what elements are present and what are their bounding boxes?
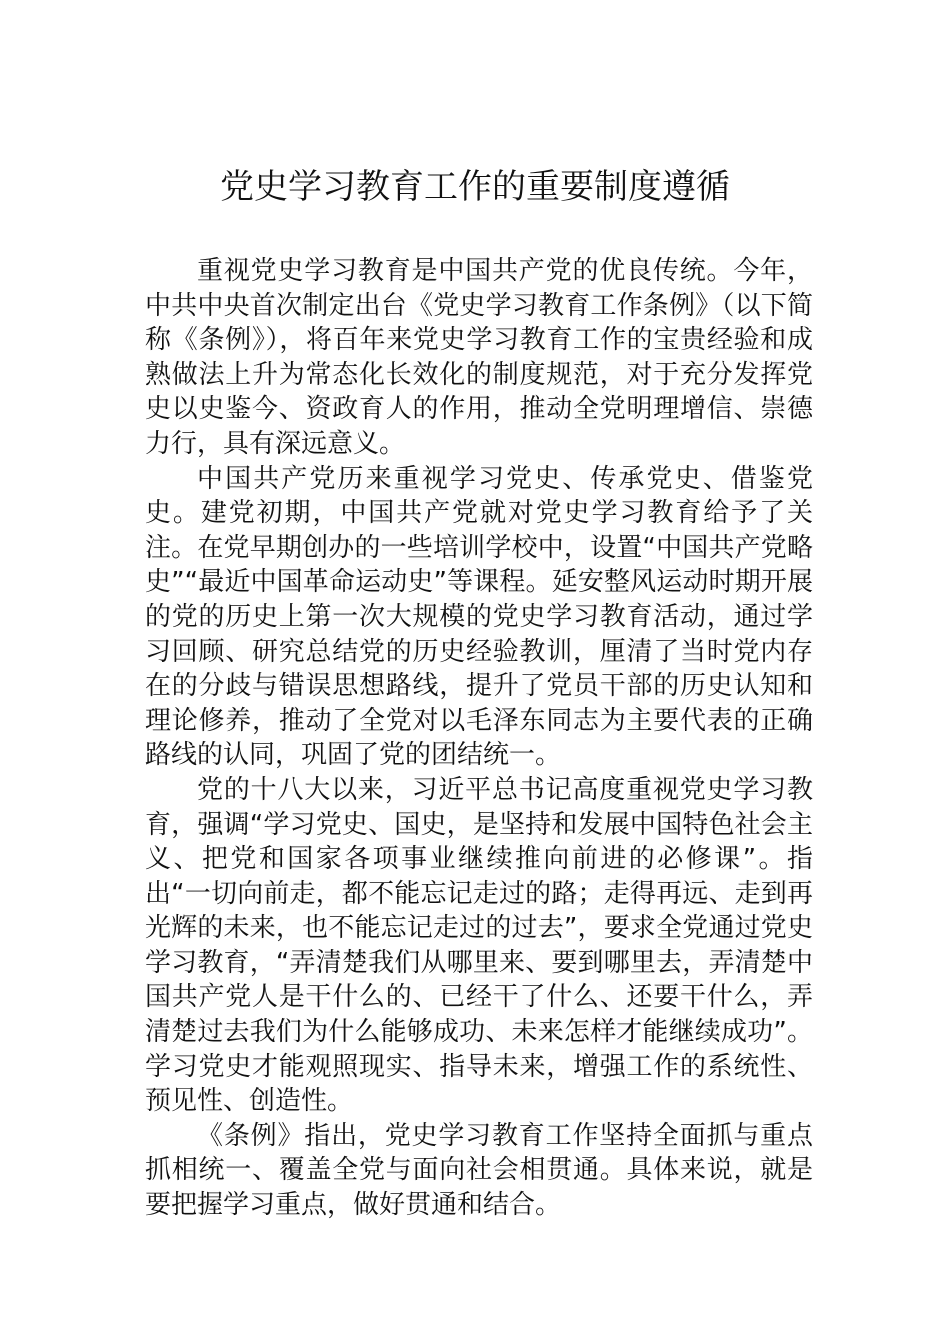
paragraph: 重视党史学习教育是中国共产党的优良传统。今年，中共中央首次制定出台《党史学习教育工作条例》（以下简称《条例》），将百年来党史学习教育工作的宝贵经验和成熟做法上升为常态化长效化的制度规范，对于充分发挥党史以史鉴今、资政育人的作用，推动全党明理增信、崇德力行，具有深远意义。 — [145, 256, 813, 459]
paragraph: 党的十八大以来，习近平总书记高度重视党史学习教育，强调“学习党史、国史，是坚持和发展中国特色社会主义、把党和国家各项事业继续推向前进的必修课”。指出“一切向前走，都不能忘记走过的路；走得再远、走到再光辉的未来，也不能忘记走过的过去”，要求全党通过党史学习教育，“弄清楚我们从哪里来、要到哪里去，弄清楚中国共产党人是干什么的、已经干了什么、还要干什么，弄清楚过去我们为什么能够成功、未来怎样才能继续成功”。学习党史才能观照现实、指导未来，增强工作的系统性、预见性、创造性。 — [145, 774, 813, 1117]
document-title: 党史学习教育工作的重要制度遵循 — [220, 167, 730, 207]
document-body — [145, 254, 813, 1223]
paragraph: 中国共产党历来重视学习党史、传承党史、借鉴党史。建党初期，中国共产党就对党史学习教育给予了关注。在党早期创办的一些培训学校中，设置“中国共产党略史”“最近中国革命运动史”等课程。延安整风运动时期开展的党的历史上第一次大规模的党史学习教育活动，通过学习回顾、研究总结党的历史经验教训，厘清了当时党内存在的分歧与错误思想路线，提升了党员干部的历史认知和理论修养，推动了全党对以毛泽东同志为主要代表的正确路线的认同，巩固了党的团结统一。 — [145, 463, 813, 771]
paragraph: 《条例》指出，党史学习教育工作坚持全面抓与重点抓相统一、覆盖全党与面向社会相贯通。具体来说，就是要把握学习重点，做好贯通和结合。 — [145, 1120, 813, 1221]
